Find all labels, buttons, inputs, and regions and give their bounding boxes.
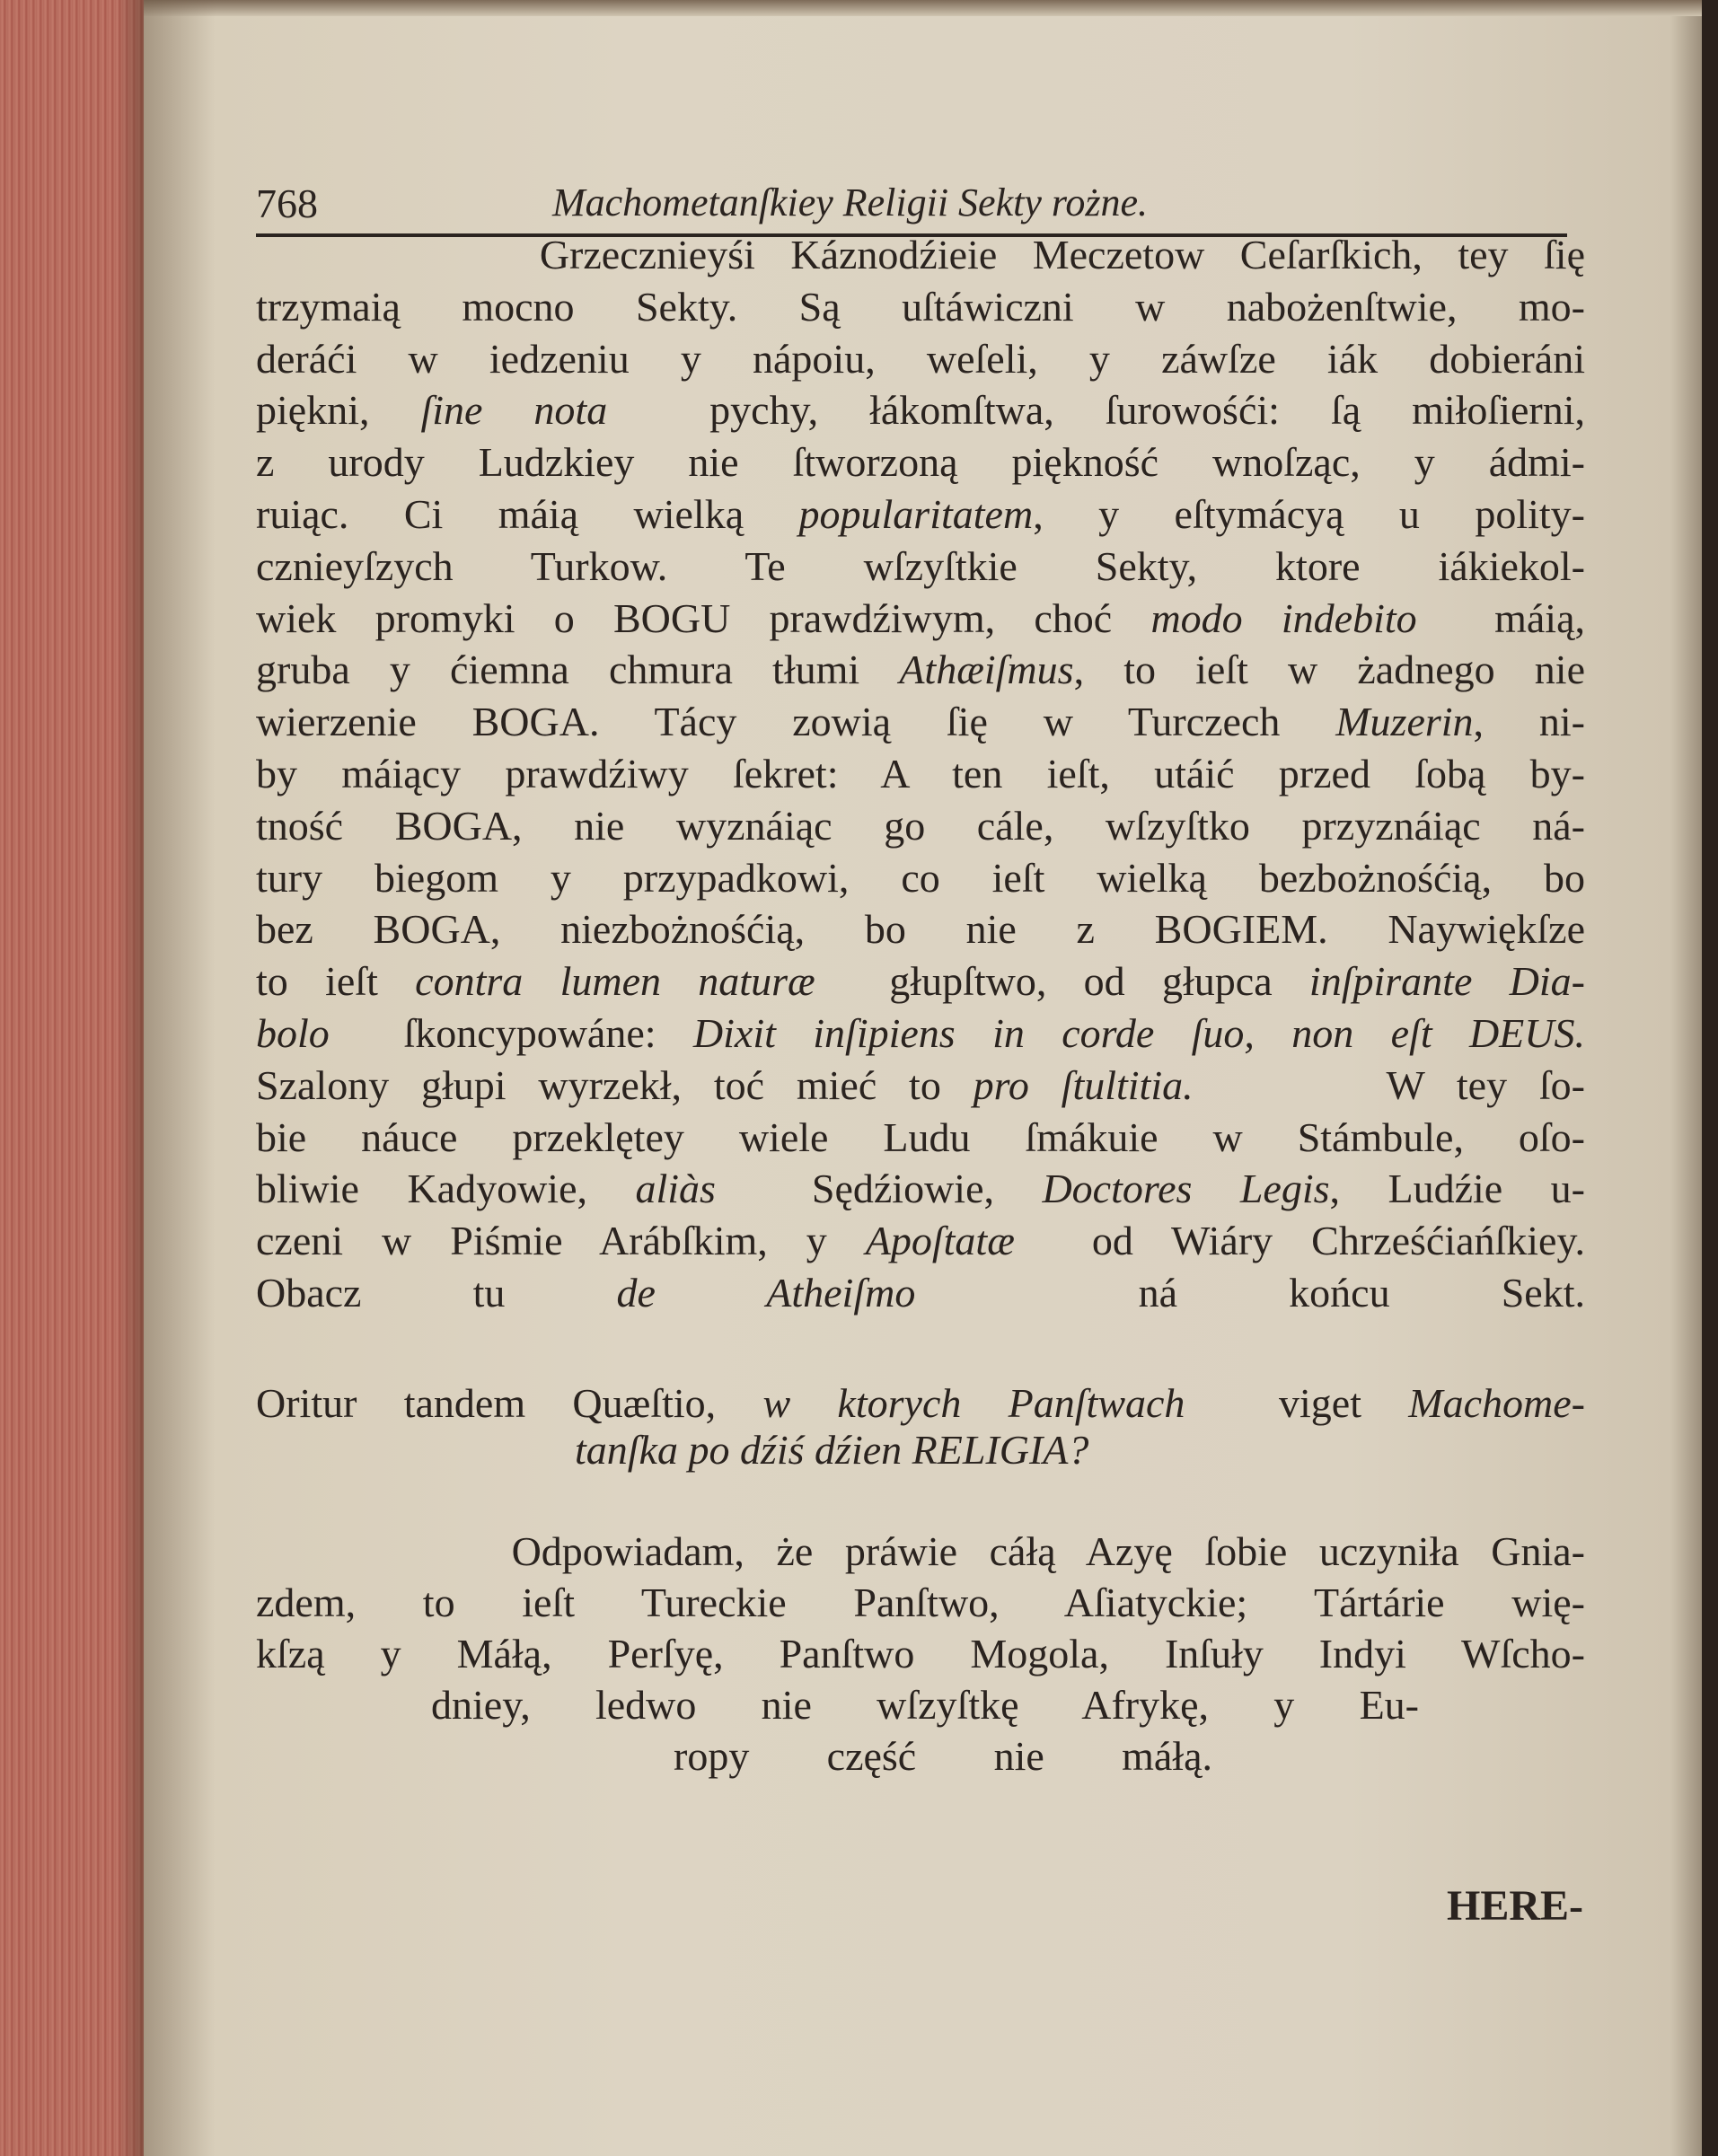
body_lines-line (256, 334, 1585, 384)
text-segment: by máiący prawdźiwy ſekret: A ten ieſt, utáić przed ſobą by- (256, 751, 1585, 796)
answer_lines-line (674, 1731, 1212, 1782)
italic-text: Apoſtatæ (865, 1218, 1015, 1264)
text-segment: Obacz tu (256, 1270, 617, 1316)
italic-text: Muzerin (1335, 699, 1474, 745)
text-segment: wierzenie BOGA. Tácy zowią ſię w Turczech (256, 699, 1336, 745)
text-segment: , Ludźie u- (1329, 1166, 1585, 1212)
gutter-shadow (144, 0, 216, 2156)
text-segment: ruiąc. Ci máią wielką (256, 491, 799, 537)
body_lines-line (256, 230, 1585, 280)
text-segment: to ieſt (256, 958, 416, 1005)
body_lines-line (256, 1113, 1585, 1163)
text-segment: Szalony głupi wyrzekł, toć mieć to (256, 1061, 974, 1108)
text-segment: tność BOGA, nie wyznáiąc go cále, wſzyſtko przyznáiąc ná- (256, 802, 1585, 849)
text-segment: z urody Ludzkiey nie ſtworzoną piękność wnoſząc, y ádmi- (256, 439, 1585, 486)
body_lines-line (256, 282, 1585, 332)
italic-text: pro ſtultitia. (973, 1061, 1194, 1108)
body_lines-line (256, 1008, 1585, 1059)
text-segment: Odpowiadam, że práwie cáłą Azyę ſobie uczyniła Gnia- (256, 1528, 1585, 1574)
body_lines-line (256, 385, 1585, 436)
page-top-edge (0, 0, 1702, 16)
answer_lines-line (256, 1578, 1585, 1628)
answer_lines-line (431, 1680, 1419, 1730)
text-segment: bie náuce przeklętey wiele Ludu ſmákuie w Stámbule, oſo- (256, 1113, 1585, 1160)
text-segment: , y eſtymácyą u polity- (1033, 491, 1585, 537)
text-segment: gruba y ćiemna chmura tłumi (256, 647, 900, 693)
text-segment: od Wiáry Chrześćiańſkiey. (1014, 1218, 1585, 1264)
text-segment: bez BOGA, niezbożnośćią, bo nie z BOGIEM. Naywiękſze (256, 906, 1585, 953)
body_lines-line (256, 904, 1585, 955)
body_lines-line (256, 541, 1585, 592)
answer_lines-line (256, 1527, 1585, 1577)
italic-text: bolo (256, 1010, 330, 1056)
body_lines-line (256, 594, 1585, 644)
italic-text: Doctores Legis (1042, 1166, 1330, 1212)
catchword: HERE- (1446, 1882, 1583, 1930)
body_lines-line (256, 1216, 1585, 1266)
page-number: 768 (256, 180, 318, 226)
text-segment: piękni, (256, 387, 421, 434)
answer_lines-line (256, 1629, 1585, 1679)
italic-text: Athæiſmus (899, 647, 1074, 693)
italic-text: de Atheiſmo (616, 1270, 916, 1316)
question_lines-line (256, 1378, 1585, 1429)
body_lines-line (256, 645, 1585, 695)
italic-text: tanſka po dźiś dźien RELIGIA? (575, 1427, 1089, 1473)
italic-text: modo indebito (1150, 594, 1417, 641)
text-segment: głupſtwo, od głupca (815, 958, 1309, 1005)
italic-text: contra lumen naturæ (415, 958, 815, 1005)
body_lines-line (256, 437, 1585, 488)
italic-text: Dixit inſipiens in corde ſuo, non eſt DEUS. (692, 1010, 1586, 1056)
text-segment: dniey, ledwo nie wſzyſtkę Afrykę, y Eu- (431, 1682, 1419, 1728)
text-segment: ropy część nie máłą. (674, 1733, 1212, 1779)
text-segment: bliwie Kadyowie, (256, 1166, 636, 1212)
body_lines-line (256, 697, 1585, 747)
text-segment: Grzecznieyśi Káznodźieie Meczetow Ceſarſkich, tey ſię (256, 232, 1585, 277)
text-segment: zdem, to ieſt Tureckie Panſtwo, Aſiatyckie; Tártárie wię- (256, 1580, 1585, 1625)
text-segment: ná końcu Sekt. (915, 1270, 1585, 1316)
page-edges-stack (0, 0, 144, 2156)
body_lines-line (256, 749, 1585, 799)
text-segment: , to ieſt w żadnego nie (1073, 647, 1585, 693)
text-segment: W tey ſo- (1193, 1061, 1585, 1108)
text-segment: Sędźiowie, (715, 1166, 1043, 1212)
text-segment: deráći w iedzeniu y nápoiu, weſeli, y záwſze iák dobieráni (256, 335, 1585, 382)
text-segment: wiek promyki o BOGU prawdźiwym, choć (256, 594, 1151, 641)
body_lines-line (256, 489, 1585, 540)
text-segment: Oritur tandem Quæſtio, (256, 1380, 763, 1426)
text-segment: viget (1185, 1380, 1409, 1426)
body_lines-line (256, 1060, 1585, 1111)
text-segment: tury biegom y przypadkowi, co ieſt wielką bezbożnośćią, bo (256, 854, 1585, 901)
italic-text: Machome- (1408, 1380, 1585, 1426)
text-segment: cznieyſzych Turkow. Te wſzyſtkie Sekty, ktore iákiekol- (256, 542, 1585, 589)
running-header (256, 180, 1585, 233)
italic-text: aliàs (635, 1166, 716, 1212)
text-segment: kſzą y Máłą, Perſyę, Panſtwo Mogola, Inſuły Indyi Wſcho- (256, 1631, 1585, 1676)
text-segment: ſkoncypowáne: (329, 1010, 693, 1056)
text-segment: máią, (1416, 594, 1585, 641)
body_lines-line (256, 801, 1585, 851)
question_lines-line (575, 1425, 1383, 1475)
running-title: Machometanſkiey Religii Sekty rożne. (552, 180, 1149, 224)
body_lines-line (256, 853, 1585, 903)
text-segment: trzymaią mocno Sekty. Są uſtáwiczni w nabożenſtwie, mo- (256, 283, 1585, 330)
italic-text: inſpirante Dia- (1308, 958, 1585, 1005)
text-segment: czeni w Piśmie Arábſkim, y (256, 1218, 866, 1264)
text-segment: pychy, łákomſtwa, ſurowośći: ſą miłoſierni, (607, 387, 1586, 434)
text-segment: , ni- (1473, 699, 1585, 745)
italic-text: w ktorych Panſtwach (762, 1380, 1185, 1426)
body_lines-line (256, 1164, 1585, 1214)
body_lines-line (256, 956, 1585, 1007)
body_lines-line (256, 1268, 1585, 1318)
italic-text: ſine nota (420, 387, 608, 434)
italic-text: popularitatem (798, 491, 1034, 537)
